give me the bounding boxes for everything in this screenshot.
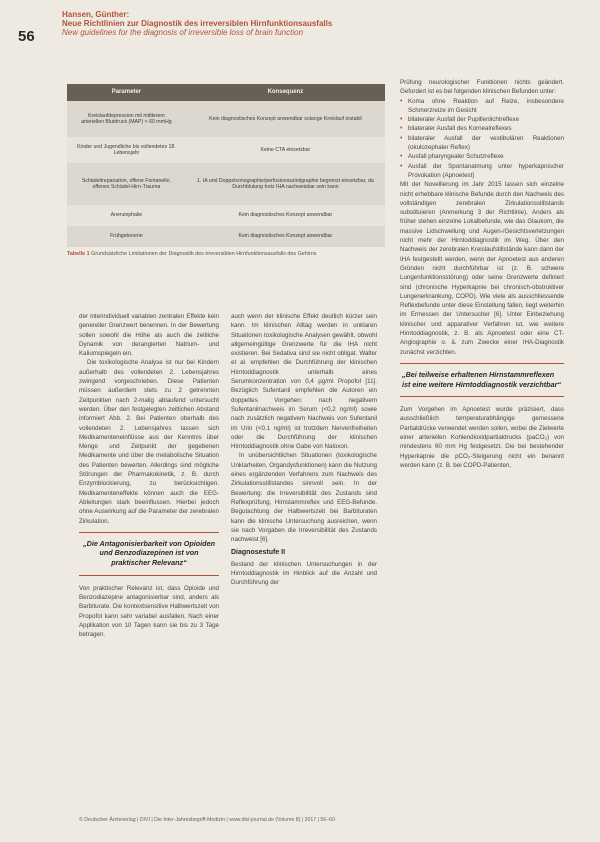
list-item: • bilateraler Ausfall der vestibulären Reaktionen (okulozephaler Reflex) — [400, 134, 564, 153]
list-item: • Ausfall der Spontanatmung unter hyperkapnischer Provokation (Apnoetest) — [400, 162, 564, 181]
table-cell: Kein diagnostisches Konzept anwendbar solange Kreislauf instabil — [186, 101, 385, 137]
paragraph: In unübersichtlichen Situationen (toxikologische Unklarheiten, Organdysfunktionen) kann die Nutzung eines ergänzenden Verfahrens zum Nachweis des Zirkulationsstillstandes sinnvoll sein. In der Bewertung: die Irreversibilität des Zustands sind Reflexprüfung, Hirnstammreflex und EEG-Befunde. Begutachtung der Halbwertszeit bei Barbituraten kann die klinische Untersuchung ausreichen, wenn sie nach Vorgaben die Irreversibilität des Zustands nachweist [6]. — [231, 452, 377, 544]
table-cell: Kein diagnostisches Konzept anwendbar — [186, 205, 385, 226]
header-title: Neue Richtlinien zur Diagnostik des irreversiblen Hirnfunktionsausfalls — [62, 19, 333, 28]
table-caption-label: Tabelle 1 — [67, 251, 90, 257]
running-header — [62, 10, 562, 37]
paragraph: auch wenn der klinische Effekt deutlich kürzer sein kann. Im klinischen Alltag werden in unklaren Situationen toxikologische Analysen gewählt, obwohl allgemeingültige Grenzwerte für die IHA nicht existieren. Bei Sedativa sind sie nicht obligat. Walter et al. empfehlen die Durchführung der klinischen Hirntoddiagnostik unterhalb eines Serumkonzentration von 0,4 µg/ml Propofol [11]. Bezüglich Sufentanil empfehlen die Autoren ein doppeltes Vorgehen: nach negativem Sufentanilnachweis im Serum (<0,2 ng/ml) sowie nach zusätzlich negativem Nachweis von Sufentanil im Urin (<0,1 ng/ml) ist trotzdem Nervenfreiheiten oder die Durchführung der klinischen Hirntoddiagnostik ohne Gabe von Naloxon. — [231, 313, 377, 451]
table-row — [67, 226, 385, 247]
table-cell: Keine CTA einsetzbar — [186, 137, 385, 163]
table-row — [67, 101, 385, 137]
list-item: • bilateraler Ausfall der Pupillenlichtreflexe — [400, 115, 564, 124]
section-heading: Diagnosestufe II — [231, 549, 286, 557]
pull-quote: „Bei teilweise erhaltenen Hirnstammreflexen ist eine weitere Hirntoddiagnostik verzichtbar“ — [400, 363, 564, 397]
text-column-left — [79, 312, 219, 639]
limitations-table-block — [67, 84, 385, 258]
table-row — [67, 163, 385, 205]
table-row — [67, 205, 385, 226]
table-cell: 1. IA und Doppelsonographie/perfusionsszintigraphie begrenzt einsetzbar, da Durchblutung trotz IHA nachweisbar sein kann — [186, 163, 385, 205]
table-row — [67, 137, 385, 163]
paragraph: der interindividuell variablen zentralen Effekte kein genereller Grenzwert benennen. In der Bewertung sollen sowohl die Höhe als auch die zeitliche Dynamik von derangierten Natrium- und Kaliumspiegeln ein. — [79, 313, 219, 358]
criteria-list — [400, 97, 564, 181]
text-column-middle — [231, 312, 377, 588]
table-caption-text: Grundsätzliche Limitationen der Diagnostik des irreversiblen Hirnfunktionsausfalls des Gehirns — [91, 251, 317, 257]
table-caption — [67, 251, 385, 258]
page-number: 56 — [18, 28, 35, 45]
list-item: • Koma ohne Reaktion auf Reize, insbesondere Schmerzreize im Gesicht — [400, 97, 564, 116]
paragraph: Von praktischer Relevanz ist, dass Opioide und Benzodiazepine antagonisierbar sind, anders als Barbiturate. Die kontextsensitive Halbwertszeit von Propofol kann sehr variabel ausfallen. Nach einer Applikation von 10 Tagen kann sie bis zu 3 Tage betragen. — [79, 584, 219, 639]
paragraph: Die toxikologische Analyse ist nur bei Kindern außerhalb des vollendeten 2. Lebensjahres zwingend vorgeschrieben. Diese Patienten müssen außerdem stets zu 2 getrennten Zeitpunkten nach 2-malig ablaufend untersucht werden. Über den festgelegten zeitlichen Abstand informiert Abb. 2. Bei Patienten oberhalb des vollendeten 2. Lebensjahres lassen sich Medikamenteneinflüsse aus der Kenntnis über Menge und Zeitpunkt der gegebenen Medikamente und über die metabolische Situation des Patienten bewerten. Allerdings sind mögliche Störungen der Pharmakokinetik, z. B. durch Enzymblockierung, zu berücksichtigen. Medikamenteneffekte können auch die EEG-Ableitungen stark beeinflussen. Hierbei jedoch ohne Auswirkung auf die Parameter der zerebralen Zirkulation. — [79, 359, 219, 525]
table-cell: Frühgeborene — [67, 226, 186, 247]
table-header-row — [67, 84, 385, 101]
table-header-parameter: Parameter — [67, 84, 186, 101]
table-cell: Kinder und Jugendliche bis vollendetes 18. Lebensjahr — [67, 137, 186, 163]
list-item: • Ausfall pharyngealer Schutzreflexe — [400, 152, 564, 161]
table-cell: Anenzephalie — [67, 205, 186, 226]
paragraph: Mit der Novellierung im Jahr 2015 lassen sich einzelne nicht erhebbare klinische Befunde durch den Nachweis des vollständigen zerebralen Zirkulationsstillstands substituieren (Anmerkung 3 der Richtlinie). Anders als früher stehen einzelne Lokalbefunde, wie das Glaukom, die massive Lidschwellung und Augen-/Gesichtsverletzungen nicht mehr der Hirntoddiagnostik im Weg. Über den Nachweis der zerebralen Kreislaufstillstände kann dann der IHA festgestellt werden, wenn der Apnoetest aus anderen Gründen nicht durchführbar ist (z. B. schwere Lungenfunktionsstörung) oder seine Grenzwerte definiert sind (chronische Hyperkapnie bei chronisch-obstruktiver Lungenerkrankung, COPD). Wie viele als ausschliessende Reflexbefunde unter diese Einstellung fallen, liegt weiterhin im Ermessen der Untersucher [6]. Unter Einbeziehung klinischer und apparativer Verfahren ist, wie weitere Hirntoddiagnostik, z. B. als Apnoetest oder eine CT-Angiographie o. ä. zum Zwecke einer IHA-Diagnostik zunächst verzichten. — [400, 181, 564, 356]
table-header-consequence: Konsequenz — [186, 84, 385, 101]
table-cell: Kreislaufdepression mit mittlerem arteriellen Blutdruck (MAP) < 60 mmHg — [67, 101, 186, 137]
header-author: Hansen, Günther: — [62, 10, 130, 19]
page-footer: © Deutscher Ärzteverlag | DIVI | Die Inter-Jahresbegriff-Medizin | www.divi-journal.de (Volume 8) | 2017 | 56–60 — [79, 817, 335, 823]
paragraph: Prüfung neurologischer Funktionen nichts geändert. Gefordert ist es bei folgenden klinischen Befunden unter: — [400, 79, 564, 96]
header-subtitle: New guidelines for the diagnosis of irreversible loss of brain function — [62, 28, 304, 37]
paragraph: Zum Vorgehen im Apnoetest wurde präzisiert, dass ausschließlich temperaturabhängige gemessene Partialdrücke verwendet werden sollen, wobei die Zielwerte einer arteriellen Kohlendioxidpartialdrucks (paCO₂) von mindestens 60 mm Hg festgesetzt. Die bei bestehender Hyperkapnie die pCO₂-Steigerung nicht ein benannt werden kann (z. B. bei COPD-Patienten, — [400, 406, 564, 469]
pull-quote: „Die Antagonisierbarkeit von Opioiden und Benzodiazepinen ist von praktischer Relevanz“ — [79, 532, 219, 576]
list-item: • bilateraler Ausfall des Kornealreflexes — [400, 124, 564, 133]
paragraph: Bestand der klinischen Untersuchungen in der Hirntoddiagnostik im Hinblick auf die Anzahl und Durchführung der — [231, 560, 377, 587]
limitations-table — [67, 84, 385, 247]
text-column-right — [400, 78, 564, 470]
table-cell: Schädeltrepanation, offene Fontanelle, offenes Schädel-Hirn-Trauma — [67, 163, 186, 205]
table-cell: Kein diagnostisches Konzept anwendbar — [186, 226, 385, 247]
